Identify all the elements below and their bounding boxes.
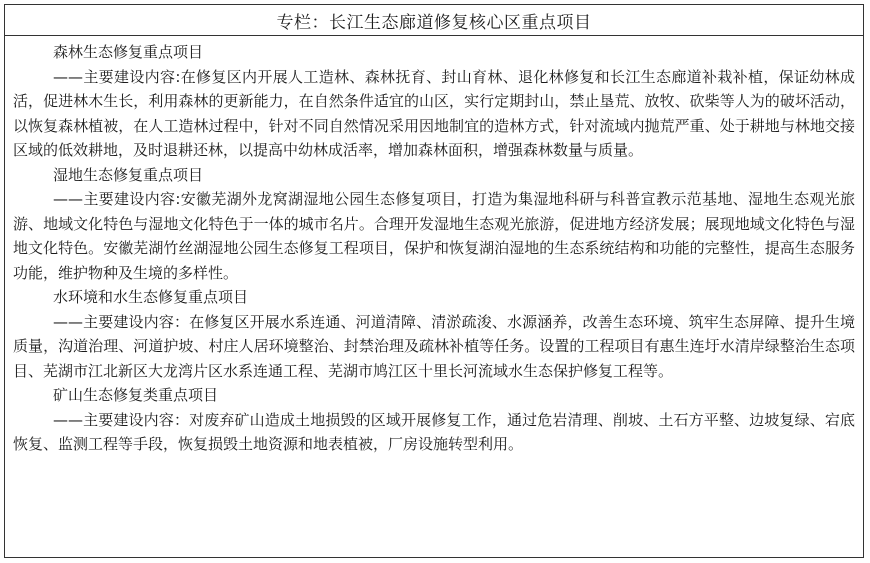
box-content — [5, 36, 863, 457]
section-body-water: ——主要建设内容：在修复区开展水系连通、河道清障、清淤疏浚、水源涵养，改善生态环境、筑牢生态屏障、提升生境质量，沟道治理、河道护坡、村庄人居环境整治、封禁治理及疏林补植等任务。设置的工程项目有惠生连圩水清岸绿整治生态项目、芜湖市江北新区大龙湾片区水系连通工程、芜湖市鸠江区十里长河流域水生态保护修复工程等。 — [13, 312, 855, 380]
section-body-forest: ——主要建设内容:在修复区内开展人工造林、森林抚育、封山育林、退化林修复和长江生态廊道补栽补植，保证幼林成活，促进林木生长，利用森林的更新能力，在自然条件适宜的山区，实行定期封山，禁止垦荒、放牧、砍柴等人为的破坏活动，以恢复森林植被，在人工造林过程中，针对不同自然情况采用因地制宜的造林方式，针对流域内抛荒严重、处于耕地与林地交接区域的低效耕地，及时退耕还林，以提高中幼林成活率，增加森林面积，增强森林数量与质量。 — [13, 67, 855, 159]
section-body-wetland: ——主要建设内容:安徽芜湖外龙窝湖湿地公园生态修复项目，打造为集湿地科研与科普宣教示范基地、湿地生态观光旅游、地域文化特色与湿地文化特色于一体的城市名片。合理开发湿地生态观光旅游，促进地方经济发展；展现地域文化特色与湿地文化特色。安徽芜湖竹丝湖湿地公园生态修复工程项目，保护和恢复湖泊湿地的生态系统结构和功能的完整性，提高生态服务功能，维护物种及生境的多样性。 — [13, 190, 855, 282]
section-body-mine: ——主要建设内容：对废弃矿山造成土地损毁的区域开展修复工作，通过危岩清理、削坡、土石方平整、边坡复绿、宕底恢复、监测工程等手段，恢复损毁土地资源和地表植被，厂房设施转型利用。 — [13, 410, 855, 453]
section-heading-wetland: 湿地生态修复重点项目 — [53, 165, 204, 184]
box-title: 专栏：长江生态廊道修复核心区重点项目 — [5, 5, 863, 36]
section-heading-water: 水环境和水生态修复重点项目 — [53, 288, 249, 306]
section-heading-forest: 森林生态修复重点项目 — [53, 43, 204, 61]
project-box — [4, 4, 864, 558]
section-heading-mine: 矿山生态修复类重点项目 — [53, 386, 219, 404]
